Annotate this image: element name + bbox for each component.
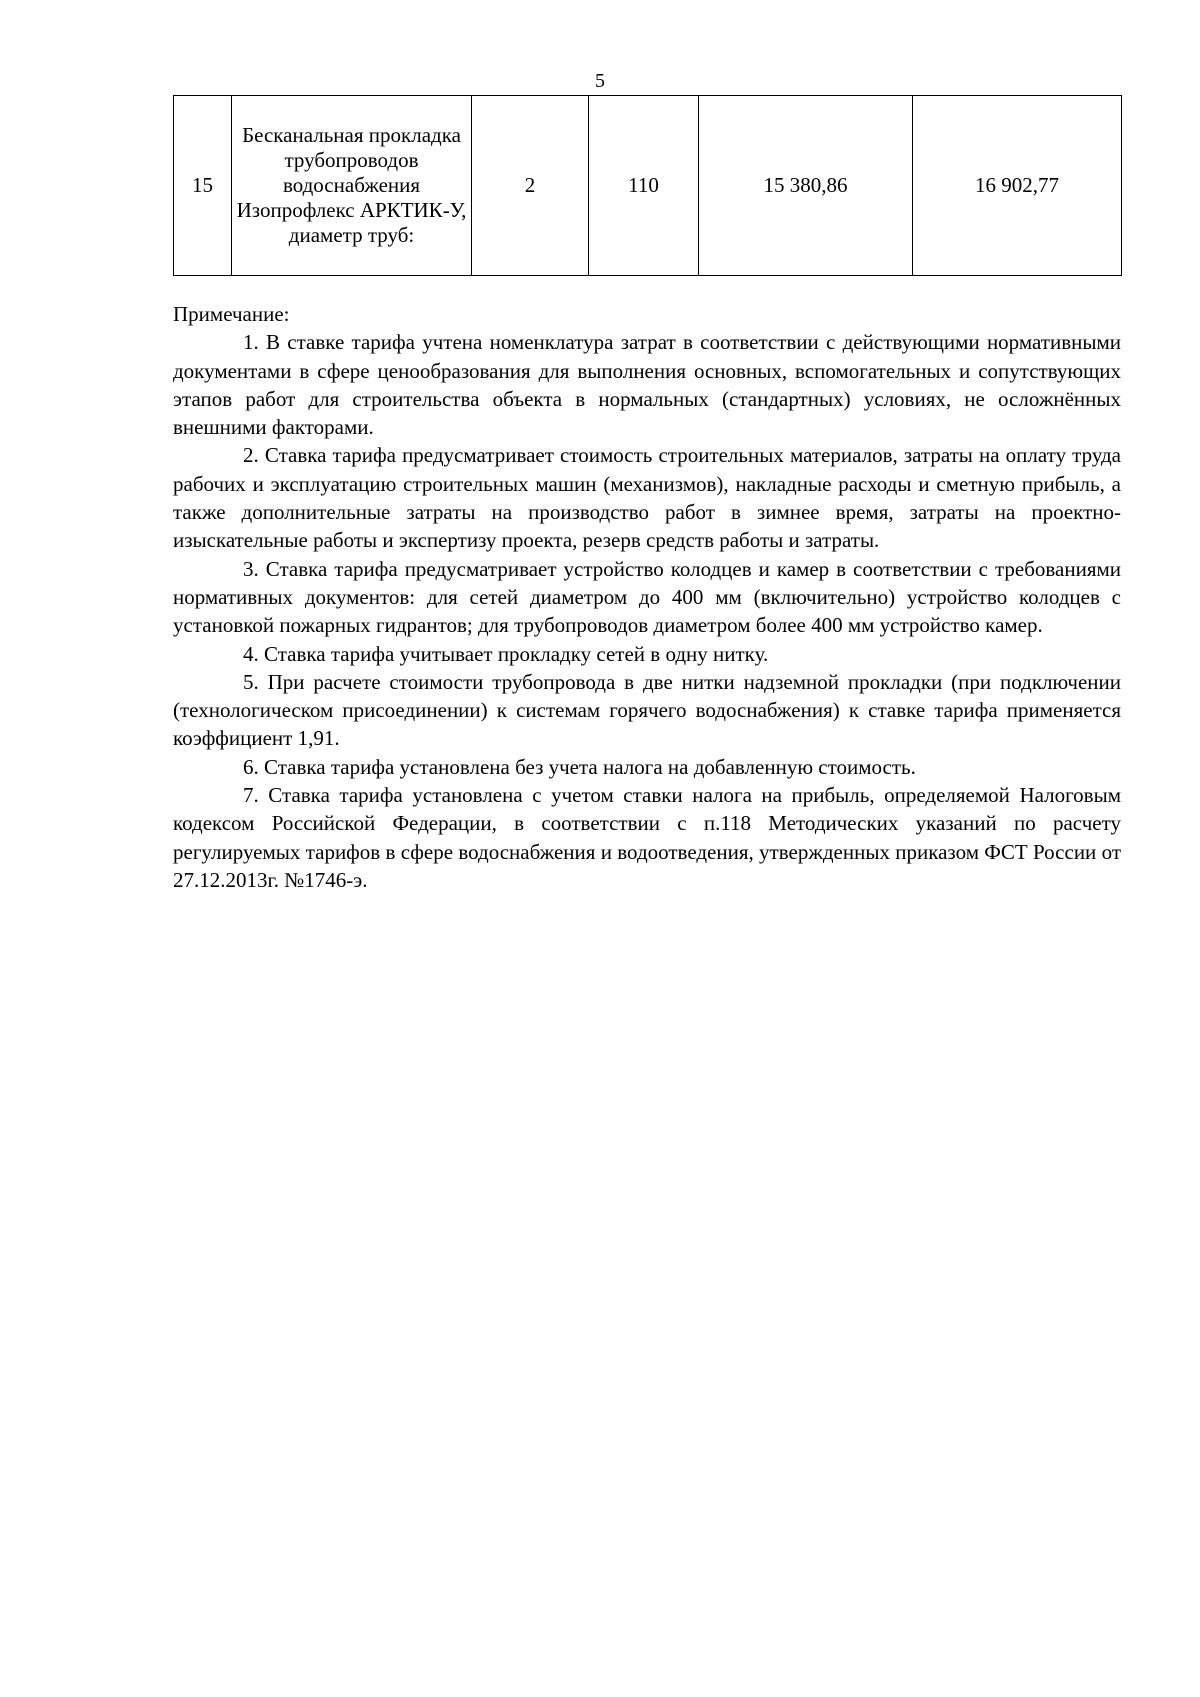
- work-name-cell: Бесканальная прокладка трубопроводов водоснабжения Изопрофлекс АРКТИК-У, диаметр труб:: [232, 96, 472, 276]
- tariff-table: [173, 95, 1122, 276]
- price-cell: 15 380,86: [699, 96, 913, 276]
- note-item: 5. При расчете стоимости трубопровода в две нитки надземной прокладки (при подключении (технологическом присоединении) к системам горячего водоснабжения) к ставке тарифа применяется коэффициент 1,91.: [173, 669, 1121, 751]
- row-number-cell: 15: [174, 96, 232, 276]
- note-item: 3. Ставка тарифа предусматривает устройство колодцев и камер в соответствии с требованиями нормативных документов: для сетей диаметром до 400 мм (включительно) устройство колодцев с установкой пожарных гидрантов; для трубопроводов диаметром более 400 мм устройство камер.: [173, 556, 1121, 638]
- value-cell: 2: [472, 96, 589, 276]
- notes-section: [173, 300, 1121, 894]
- notes-title: Примечание:: [173, 302, 290, 326]
- note-item: 2. Ставка тарифа предусматривает стоимость строительных материалов, затраты на оплату труда рабочих и эксплуатацию строительных машин (механизмов), накладные расходы и сметную прибыль, а также дополнительные затраты на производство работ в зимнее время, затраты на проектно-изыскательные работы и экспертизу проекта, резерв средств работы и затраты.: [173, 443, 1121, 553]
- note-item: 6. Ставка тарифа установлена без учета налога на добавленную стоимость.: [243, 754, 916, 779]
- page-number: 5: [595, 70, 605, 92]
- price-cell: 16 902,77: [913, 96, 1122, 276]
- table-row: [174, 96, 1122, 276]
- diameter-cell: 110: [589, 96, 699, 276]
- note-item: 1. В ставке тарифа учтена номенклатура затрат в соответствии с действующими нормативными документами в сфере ценообразования для выполнения основных, вспомогательных и сопутствующих этапов работ для строительства объекта в нормальных (стандартных) условиях, не осложнённых внешними факторами.: [173, 330, 1121, 440]
- note-item: 7. Ставка тарифа установлена с учетом ставки налога на прибыль, определяемой Налоговым кодексом Российской Федерации, в соответствии с п.118 Методических указаний по расчету регулируемых тарифов в сфере водоснабжения и водоотведения, утвержденных приказом ФСТ России от 27.12.2013г. №1746-э.: [173, 783, 1121, 892]
- note-item: 4. Ставка тарифа учитывает прокладку сетей в одну нитку.: [243, 641, 769, 666]
